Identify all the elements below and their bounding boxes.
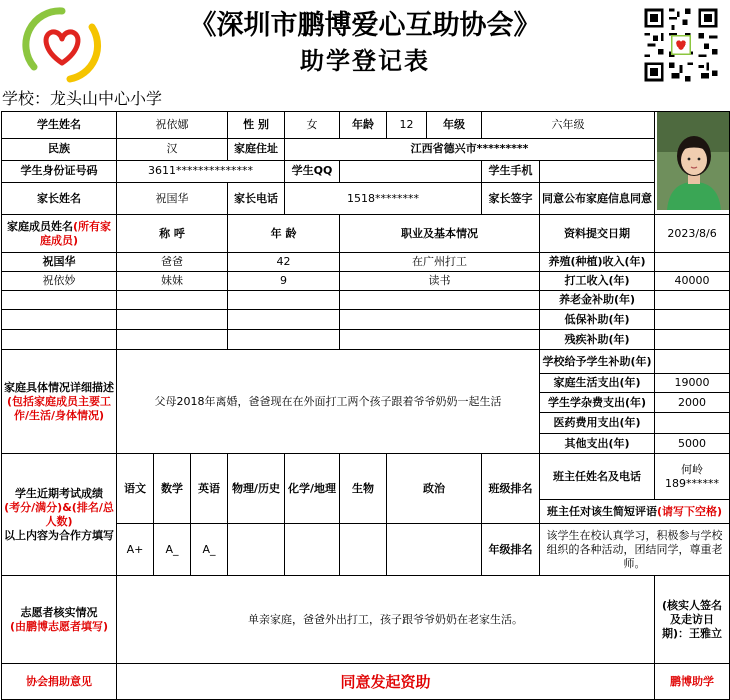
member-relation-field[interactable]: 爸爸 bbox=[117, 253, 228, 272]
member-job-field[interactable]: 在广州打工 bbox=[340, 253, 540, 272]
member-job-field[interactable]: 读书 bbox=[340, 272, 540, 291]
work-income-field[interactable]: 40000 bbox=[655, 272, 730, 291]
farm-income-label: 养殖(种植)收入(年) bbox=[540, 253, 655, 272]
teacher-label: 班主任姓名及电话 bbox=[540, 454, 655, 500]
grade-label: 年级 bbox=[427, 112, 482, 139]
school-line bbox=[2, 88, 162, 110]
member-name-field[interactable] bbox=[2, 330, 117, 350]
living-expense-label: 家庭生活支出(年) bbox=[540, 374, 655, 393]
form-header bbox=[0, 0, 730, 88]
student-photo-image bbox=[657, 112, 730, 210]
volunteer-label-b: (由鹏博志愿者填写) bbox=[9, 619, 109, 633]
volunteer-sign[interactable]: (核实人签名及走访日期)：王雅立 bbox=[655, 576, 730, 664]
pension-field[interactable] bbox=[655, 291, 730, 310]
student-photo bbox=[655, 112, 730, 215]
member-name-field[interactable]: 祝国华 bbox=[2, 253, 117, 272]
ethnicity-label: 民族 bbox=[2, 139, 117, 161]
submit-date-label: 资料提交日期 bbox=[540, 215, 655, 253]
relation-header: 称 呼 bbox=[117, 215, 228, 253]
gender-label: 性 别 bbox=[228, 112, 285, 139]
pension-label: 养老金补助(年) bbox=[540, 291, 655, 310]
age-label: 年龄 bbox=[340, 112, 387, 139]
family-desc-label bbox=[2, 350, 117, 454]
other-expense-label: 其他支出(年) bbox=[540, 434, 655, 454]
member-relation-field[interactable]: 妹妹 bbox=[117, 272, 228, 291]
member-job-field[interactable] bbox=[340, 330, 540, 350]
exam-label-b: (考分/满分)&(排名/总人数) bbox=[4, 500, 114, 528]
parent-sign-label: 家长签字 bbox=[482, 183, 540, 215]
subject-header: 物理/历史 bbox=[228, 454, 285, 524]
member-job-field[interactable] bbox=[340, 291, 540, 310]
medical-expense-field[interactable] bbox=[655, 413, 730, 434]
class-rank-label: 班级排名 bbox=[482, 454, 540, 524]
ethnicity-field[interactable]: 汉 bbox=[117, 139, 228, 161]
subject-header: 化学/地理 bbox=[285, 454, 340, 524]
form-subtitle: 助学登记表 bbox=[300, 46, 430, 75]
member-relation-field[interactable] bbox=[117, 310, 228, 330]
score-field[interactable] bbox=[340, 524, 387, 576]
gender-field[interactable]: 女 bbox=[285, 112, 340, 139]
student-phone-label: 学生手机 bbox=[482, 160, 540, 183]
submit-date-field[interactable]: 2023/8/6 bbox=[655, 215, 730, 253]
school-subsidy-field[interactable] bbox=[655, 350, 730, 374]
subject-header: 生物 bbox=[340, 454, 387, 524]
donation-opinion-field[interactable]: 同意发起资助 bbox=[117, 664, 655, 700]
member-age-field[interactable] bbox=[228, 310, 340, 330]
school-fees-field[interactable]: 2000 bbox=[655, 393, 730, 413]
qr-code-icon bbox=[642, 6, 720, 84]
member-age-header: 年 龄 bbox=[228, 215, 340, 253]
score-field[interactable] bbox=[387, 524, 482, 576]
subject-header: 数学 bbox=[154, 454, 191, 524]
score-field[interactable]: A+ bbox=[117, 524, 154, 576]
school-subsidy-label: 学校给予学生补助(年) bbox=[540, 350, 655, 374]
parent-name-label: 家长姓名 bbox=[2, 183, 117, 215]
exam-label-a: 学生近期考试成绩 bbox=[15, 486, 103, 500]
address-field[interactable]: 江西省德兴市********* bbox=[285, 139, 655, 161]
parent-phone-label: 家长电话 bbox=[228, 183, 285, 215]
member-job-field[interactable] bbox=[340, 310, 540, 330]
teacher-comment-field[interactable]: 该学生在校认真学习，积极参与学校组织的各种活动，团结同学，尊重老师。 bbox=[540, 524, 730, 576]
student-id-label: 学生身份证号码 bbox=[2, 160, 117, 183]
student-qq-label: 学生QQ bbox=[285, 160, 340, 183]
donation-opinion-label: 协会捐助意见 bbox=[2, 664, 117, 700]
student-id-field[interactable]: 3611************** bbox=[117, 160, 285, 183]
farm-income-field[interactable] bbox=[655, 253, 730, 272]
disability-label: 残疾补助(年) bbox=[540, 330, 655, 350]
family-desc-text[interactable]: 父母2018年离婚，爸爸现在在外面打工两个孩子跟着爷爷奶奶一起生活 bbox=[117, 350, 540, 454]
work-income-label: 打工收入(年) bbox=[540, 272, 655, 291]
members-header-label-b: (所有家庭成员) bbox=[39, 219, 112, 247]
age-field[interactable]: 12 bbox=[387, 112, 427, 139]
volunteer-label bbox=[2, 576, 117, 664]
member-relation-field[interactable] bbox=[117, 291, 228, 310]
member-name-field[interactable] bbox=[2, 291, 117, 310]
family-desc-label-a: 家庭具体情况详细描述 bbox=[4, 380, 114, 394]
member-age-field[interactable] bbox=[228, 291, 340, 310]
living-expense-field[interactable]: 19000 bbox=[655, 374, 730, 393]
member-name-field[interactable]: 祝依妙 bbox=[2, 272, 117, 291]
subject-header: 语文 bbox=[117, 454, 154, 524]
score-field[interactable] bbox=[228, 524, 285, 576]
exam-label bbox=[2, 454, 117, 576]
address-label: 家庭住址 bbox=[228, 139, 285, 161]
parent-name-field[interactable]: 祝国华 bbox=[117, 183, 228, 215]
score-field[interactable]: A_ bbox=[154, 524, 191, 576]
other-expense-field[interactable]: 5000 bbox=[655, 434, 730, 454]
disability-field[interactable] bbox=[655, 330, 730, 350]
subject-header: 政治 bbox=[387, 454, 482, 524]
member-age-field[interactable]: 9 bbox=[228, 272, 340, 291]
teacher-comment-label bbox=[540, 500, 730, 524]
member-name-field[interactable] bbox=[2, 310, 117, 330]
low-income-field[interactable] bbox=[655, 310, 730, 330]
volunteer-text[interactable]: 单亲家庭，爸爸外出打工，孩子跟爷爷奶奶在老家生活。 bbox=[117, 576, 655, 664]
student-qq-field[interactable] bbox=[340, 160, 482, 183]
teacher-field[interactable]: 何岭189****** bbox=[655, 454, 730, 500]
school-fees-label: 学生学杂费支出(年) bbox=[540, 393, 655, 413]
teacher-comment-note: (请写下空格) bbox=[657, 504, 723, 518]
teacher-comment-label-a: 班主任对该生简短评语 bbox=[547, 504, 657, 518]
school-label: 学校： bbox=[2, 89, 51, 108]
family-desc-label-b: (包括家庭成员主要工作/生活/身体情况) bbox=[6, 394, 112, 422]
grade-field[interactable]: 六年级 bbox=[482, 112, 655, 139]
form-title: 《深圳市鹏博爱心互助协会》 bbox=[189, 10, 541, 41]
volunteer-label-a: 志愿者核实情况 bbox=[20, 605, 98, 619]
score-field[interactable] bbox=[285, 524, 340, 576]
subject-header: 英语 bbox=[191, 454, 228, 524]
association-logo bbox=[22, 5, 102, 85]
registration-table bbox=[1, 111, 730, 700]
medical-expense-label: 医药费用支出(年) bbox=[540, 413, 655, 434]
exam-label-c: 以上内容为合作方填写 bbox=[4, 528, 114, 542]
members-header-label-a: 家庭成员姓名 bbox=[6, 219, 73, 233]
low-income-label: 低保补助(年) bbox=[540, 310, 655, 330]
school-name: 龙头山中心小学 bbox=[50, 89, 163, 108]
org-name: 鹏博助学 bbox=[655, 664, 730, 700]
job-header: 职业及基本情况 bbox=[340, 215, 540, 253]
consent-field[interactable]: 同意公布家庭信息同意 bbox=[540, 183, 655, 215]
member-age-field[interactable] bbox=[228, 330, 340, 350]
member-relation-field[interactable] bbox=[117, 330, 228, 350]
grade-rank-label: 年级排名 bbox=[482, 524, 540, 576]
member-age-field[interactable]: 42 bbox=[228, 253, 340, 272]
student-name-field[interactable]: 祝依娜 bbox=[117, 112, 228, 139]
score-field[interactable]: A_ bbox=[191, 524, 228, 576]
parent-phone-field[interactable]: 1518******** bbox=[285, 183, 482, 215]
student-name-label: 学生姓名 bbox=[2, 112, 117, 139]
members-header-label bbox=[2, 215, 117, 253]
student-phone-field[interactable] bbox=[540, 160, 655, 183]
